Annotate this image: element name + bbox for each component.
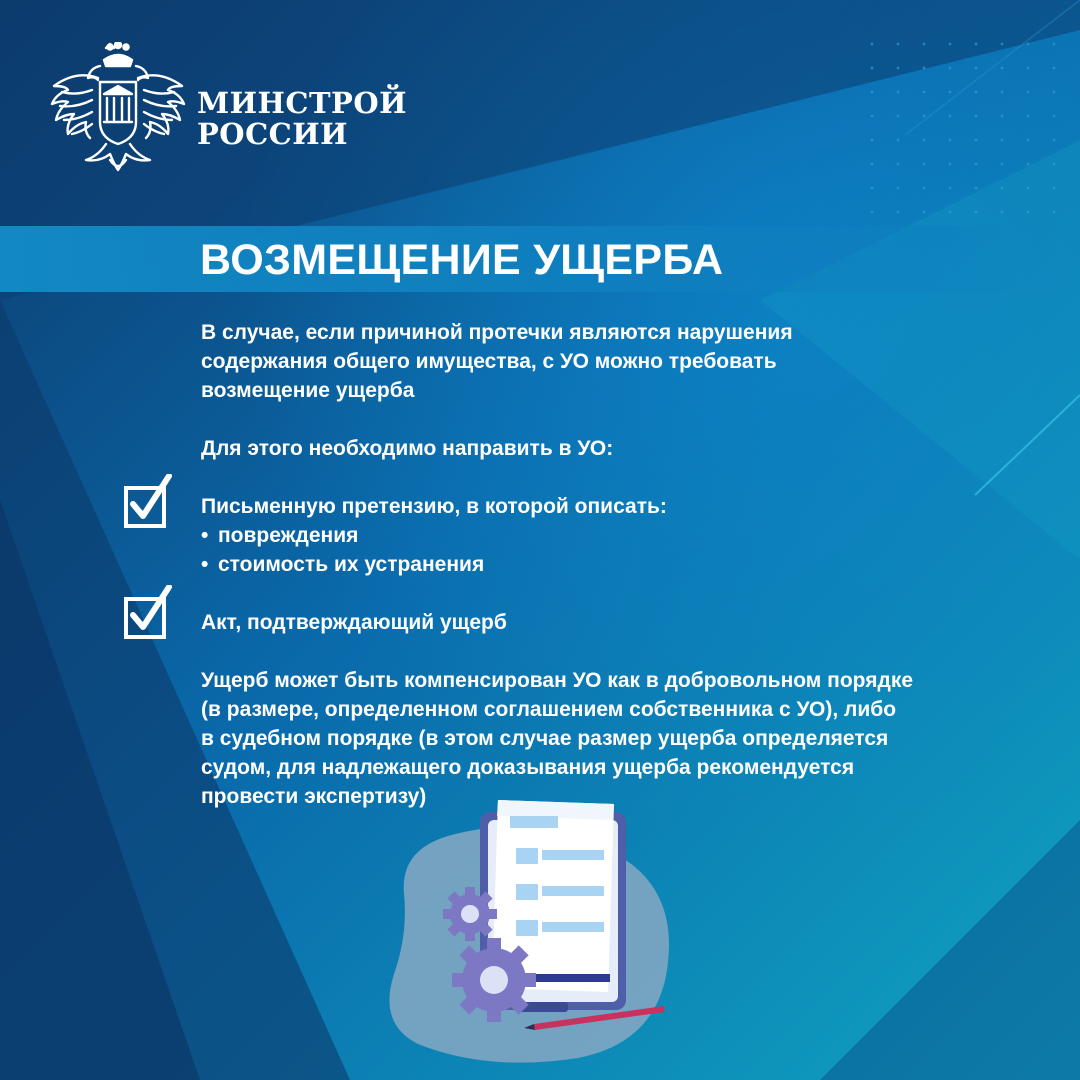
instruction-text: Для этого необходимо направить в УО:: [201, 437, 614, 460]
logo-line-2: РОССИИ: [197, 117, 349, 151]
intro-line: В случае, если причиной протечки являются нарушения: [201, 321, 793, 344]
intro-paragraph: [201, 318, 1041, 405]
damage-bullet-list: [201, 521, 1041, 579]
checkbox-checked-icon: [122, 474, 178, 530]
conclusion-paragraph: [201, 666, 1041, 811]
checklist-item-act: Акт, подтверждающий ущерб: [201, 611, 507, 634]
logo-emblem-icon: [48, 42, 188, 180]
conclusion-line: (в размере, определенном соглашением собственника с УО), либо: [201, 698, 897, 721]
bullet-item: • повреждения: [201, 521, 1041, 550]
document-gears-illustration: [388, 796, 688, 1078]
intro-line: содержания общего имущества, с УО можно требовать: [201, 350, 777, 373]
bullet-item: • стоимость их устранения: [201, 550, 1041, 579]
conclusion-line: провести экспертизу): [201, 785, 427, 808]
checkbox-checked-icon: [122, 585, 178, 641]
intro-line: возмещение ущерба: [201, 379, 415, 402]
page-title: ВОЗМЕЩЕНИЕ УЩЕРБА: [200, 236, 724, 284]
conclusion-line: Ущерб может быть компенсирован УО как в добровольном порядке: [201, 669, 914, 692]
content-block: [201, 318, 1041, 811]
logo-wordmark: [197, 88, 407, 150]
conclusion-line: судом, для надлежащего доказывания ущерба рекомендуется: [201, 756, 855, 779]
checklist-item-claim: Письменную претензию, в которой описать:: [201, 495, 667, 518]
conclusion-line: в судебном порядке (в этом случае размер ущерба определяется: [201, 727, 889, 750]
logo-line-1: МИНСТРОЙ: [197, 86, 408, 120]
